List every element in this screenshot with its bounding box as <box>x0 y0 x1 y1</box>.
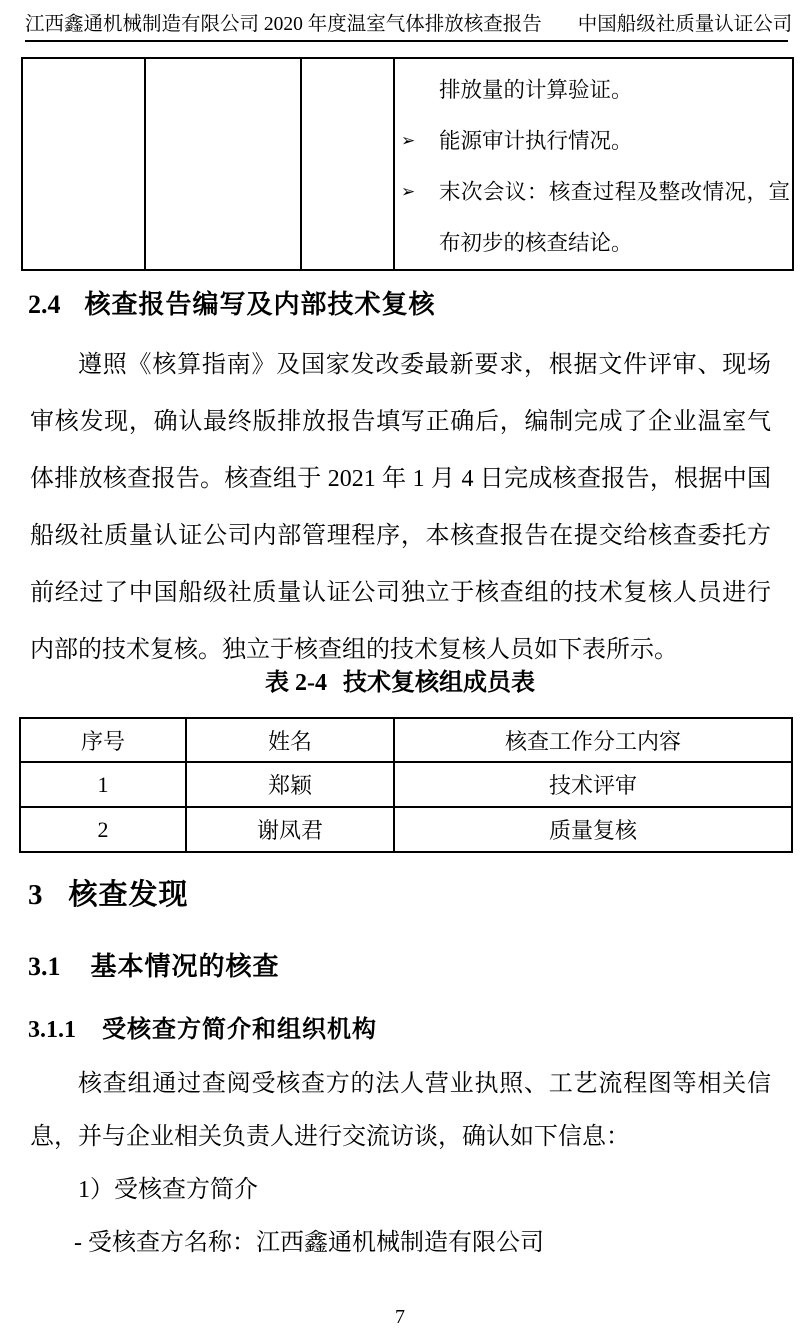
paragraph-2-4: 遵照《核算指南》及国家发改委最新要求，根据文件评审、现场审核发现，确认最终版排放报告填写正确后，编制完成了企业温室气体排放核查报告。核查组于 2021 年 1 月 4 日完成核查报告，根据中国船级社质量认证公司内部管理程序，本核查报告在提交给核查委托方前经过了中国船级社质量认证公司独立于核查组的技术复核人员进行内部的技术复核。独立于核查组的技术复核人员如下表所示。 <box>30 352 771 663</box>
list-item-text: 末次会议：核查过程及整改情况，宣布初步的核查结论。 <box>439 180 790 255</box>
continued-table-empty-cell-2 <box>145 58 301 270</box>
list-item-text: 排放量的计算验证。 <box>439 78 633 102</box>
bullet-list <box>395 59 792 269</box>
heading-title: 受核查方简介和组织机构 <box>102 1017 377 1043</box>
continued-table-empty-cell-3 <box>301 58 394 270</box>
running-header <box>25 12 791 38</box>
list-intro-line: 1）受核查方简介 <box>78 1177 258 1203</box>
list-item <box>401 116 790 167</box>
paragraph-3-1-1: 核查组通过查阅受核查方的法人营业执照、工艺流程图等相关信息，并与企业相关负责人进行交流访谈，确认如下信息： <box>30 1071 771 1150</box>
header-rule <box>25 40 788 42</box>
section-3-1-1-body <box>30 1058 771 1270</box>
section-heading-2-4 <box>28 288 436 322</box>
section-heading-3-1 <box>28 950 280 984</box>
section-heading-3 <box>28 876 189 914</box>
running-header-report-title: 江西鑫通机械制造有限公司 2020 年度温室气体排放核查报告 <box>25 14 542 35</box>
list-item <box>401 167 790 269</box>
continued-table-empty-cell-1 <box>22 58 145 270</box>
header-cell-duty: 核查工作分工内容 <box>394 718 792 762</box>
heading-title: 核查发现 <box>68 879 189 911</box>
table-caption <box>0 666 800 700</box>
heading-number: 3.1 <box>28 952 61 981</box>
arrowhead-bullet-icon: ➢ <box>401 182 416 202</box>
continued-table-content-cell <box>394 58 793 270</box>
running-header-certifier: 中国船级社质量认证公司 <box>577 14 793 35</box>
header-cell-serial: 序号 <box>20 718 186 762</box>
table-header-row <box>20 718 792 762</box>
review-team-table <box>19 717 793 853</box>
heading-title: 基本情况的核查 <box>90 952 280 981</box>
continued-table <box>21 57 794 271</box>
list-item <box>401 65 790 116</box>
heading-title: 核查报告编写及内部技术复核 <box>84 290 436 319</box>
cell-duty: 质量复核 <box>394 807 792 852</box>
heading-number: 2.4 <box>28 290 61 319</box>
page-number: 7 <box>395 1306 405 1328</box>
section-heading-3-1-1 <box>28 1014 377 1046</box>
heading-number: 3 <box>28 879 43 911</box>
table-caption-label: 表 2-4 <box>265 670 327 696</box>
detail-line: - 受核查方名称：江西鑫通机械制造有限公司 <box>74 1230 544 1256</box>
header-cell-name: 姓名 <box>186 718 394 762</box>
cell-name: 郑颖 <box>186 762 394 807</box>
cell-duty: 技术评审 <box>394 762 792 807</box>
cell-serial: 2 <box>20 807 186 852</box>
arrowhead-bullet-icon <box>401 65 439 116</box>
arrowhead-bullet-icon: ➢ <box>401 131 416 151</box>
cell-name: 谢凤君 <box>186 807 394 852</box>
heading-number: 3.1.1 <box>28 1017 76 1043</box>
table-row <box>20 762 792 807</box>
continued-table-row <box>22 58 793 270</box>
table-caption-title: 技术复核组成员表 <box>343 670 535 696</box>
cell-serial: 1 <box>20 762 186 807</box>
table-row <box>20 807 792 852</box>
list-item-text: 能源审计执行情况。 <box>439 129 633 153</box>
